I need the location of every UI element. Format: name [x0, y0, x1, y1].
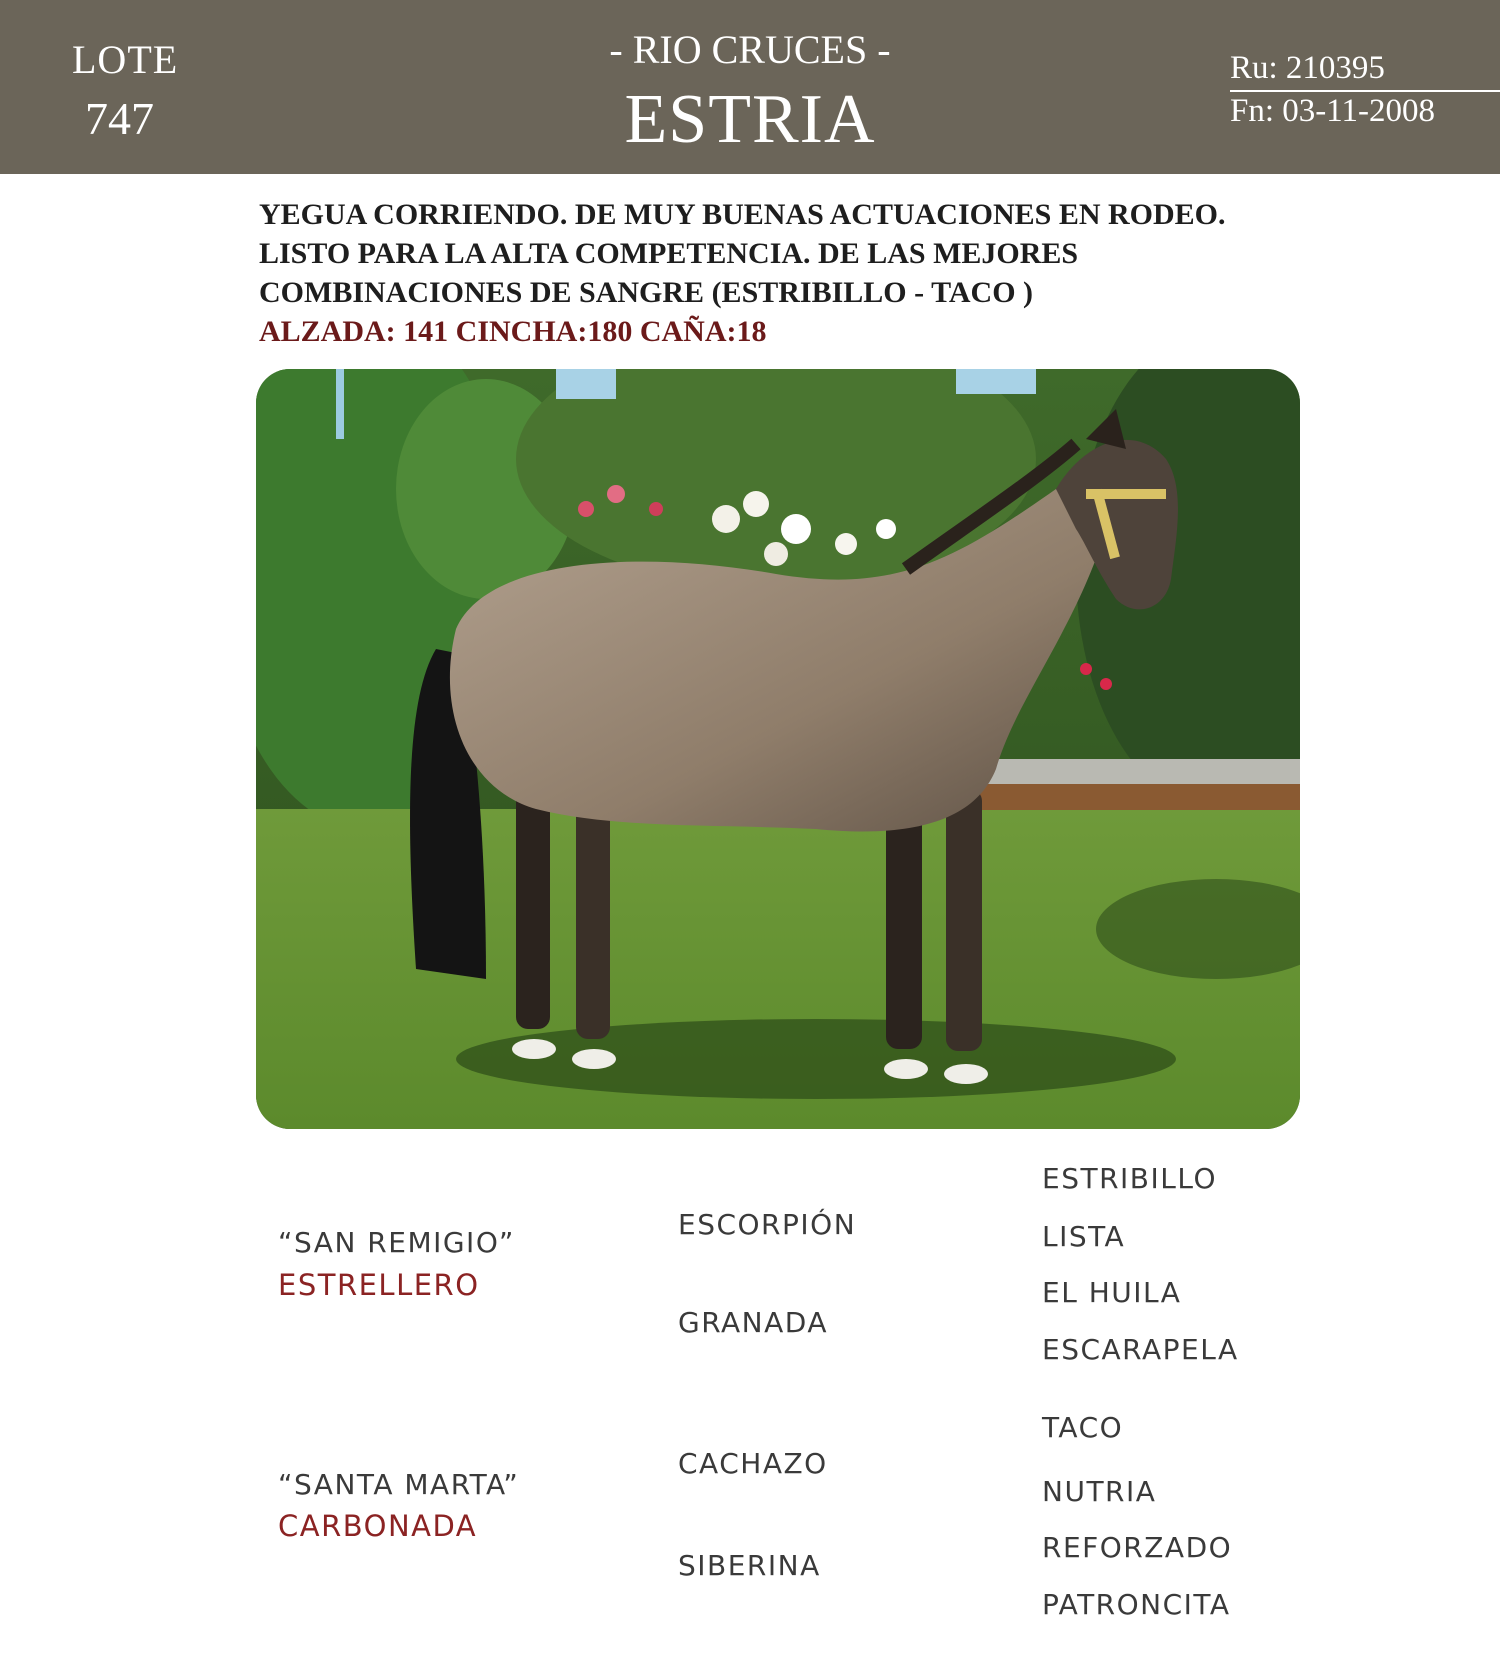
description	[259, 195, 1319, 351]
dam-breeder: “SANTA MARTA”	[278, 1468, 520, 1501]
header-divider	[1230, 90, 1500, 92]
dam-dam-dam: PATRONCITA	[1042, 1588, 1231, 1621]
registration-number: Ru: 210395	[1230, 50, 1385, 86]
measurements: ALZADA: 141 CINCHA:180 CAÑA:18	[259, 315, 767, 348]
dam-sire-dam: NUTRIA	[1042, 1475, 1157, 1508]
header-banner	[0, 0, 1500, 174]
dam-name: CARBONADA	[278, 1509, 478, 1543]
dam-sire-name: CACHAZO	[678, 1447, 828, 1480]
dam-sire-sire: TACO	[1042, 1411, 1124, 1444]
sire-name: ESTRELLERO	[278, 1268, 480, 1302]
horse-photo-illustration	[256, 369, 1300, 1129]
sire-sire-dam: LISTA	[1042, 1220, 1126, 1253]
horse-name: ESTRIA	[624, 81, 876, 158]
sire-breeder: “SAN REMIGIO”	[278, 1226, 515, 1259]
description-line: COMBINACIONES DE SANGRE (ESTRIBILLO - TACO )	[259, 276, 1034, 309]
dam-dam-name: SIBERINA	[678, 1549, 821, 1582]
dam-dam-sire: REFORZADO	[1042, 1531, 1233, 1564]
description-line: LISTO PARA LA ALTA COMPETENCIA. DE LAS MEJORES	[259, 237, 1079, 270]
lote-label: LOTE	[72, 37, 179, 82]
sire-dam-dam: ESCARAPELA	[1042, 1333, 1239, 1366]
sire-dam-sire: EL HUILA	[1042, 1276, 1182, 1309]
birth-date: Fn: 03-11-2008	[1230, 93, 1436, 129]
sire-dam-name: GRANADA	[678, 1306, 828, 1339]
lote-number: 747	[85, 93, 154, 144]
sire-sire-sire: ESTRIBILLO	[1042, 1162, 1217, 1195]
farm-name: - RIO CRUCES -	[609, 27, 891, 72]
sire-sire-name: ESCORPIÓN	[678, 1208, 857, 1241]
description-line: YEGUA CORRIENDO. DE MUY BUENAS ACTUACIONES EN RODEO.	[259, 198, 1226, 231]
horse-photo	[256, 369, 1300, 1129]
